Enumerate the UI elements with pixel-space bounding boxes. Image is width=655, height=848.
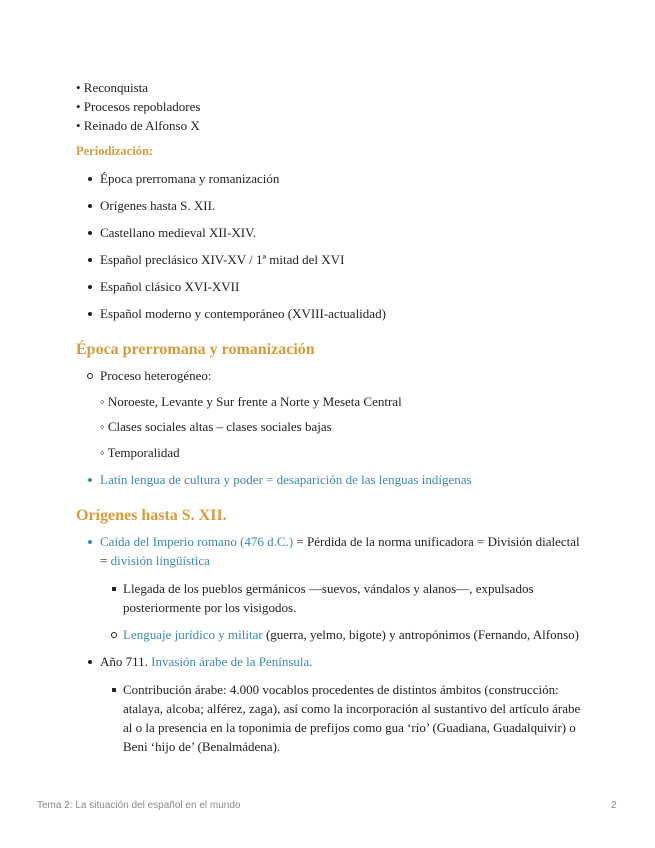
sub-list-item: ◦ Noroeste, Levante y Sur frente a Norte y Meseta Central xyxy=(100,394,402,409)
list-item: • Procesos repobladores xyxy=(76,99,201,114)
bullet-icon xyxy=(88,478,92,482)
list-item xyxy=(100,532,580,551)
square-bullet-icon xyxy=(112,688,116,692)
sub-list-item-continuation: al o la presencia en la toponimia de prefijos como gua ‘río’ (Guadiana, Guadalquivir) o xyxy=(123,720,576,735)
footer-title: Tema 2: La situación del español en el mundo xyxy=(37,800,241,811)
list-item xyxy=(100,652,313,671)
circle-bullet-icon xyxy=(87,373,93,379)
list-item: Castellano medieval XII-XIV. xyxy=(100,225,257,240)
bullet-icon xyxy=(88,660,92,664)
bullet-icon xyxy=(88,258,92,262)
sub-list-item: ◦ Temporalidad xyxy=(100,445,180,460)
sub-list-item-continuation: posteriormente por los visigodos. xyxy=(123,600,297,615)
sub-list-item: Contribución árabe: 4.000 vocablos procedentes de distintos ámbitos (construcción: xyxy=(123,682,559,697)
list-item: Época prerromana y romanización xyxy=(100,171,280,186)
list-item-continuation xyxy=(100,551,210,570)
sub-list-item: ◦ Clases sociales altas – clases sociales bajas xyxy=(100,419,332,434)
page-number: 2 xyxy=(611,800,617,811)
text-span: Año 711. xyxy=(100,654,152,669)
text-span: = Pérdida de la norma unificadora = División dialectal xyxy=(293,534,580,549)
list-item: • Reinado de Alfonso X xyxy=(76,118,200,133)
bullet-icon xyxy=(88,312,92,316)
bullet-icon xyxy=(88,285,92,289)
list-item: • Reconquista xyxy=(76,80,149,95)
square-bullet-icon xyxy=(112,587,116,591)
sub-list-item: Llegada de los pueblos germánicos —suevos, vándalos y alanos—, expulsados xyxy=(123,581,534,596)
list-item: Proceso heterogéneo: xyxy=(100,368,212,383)
list-item: Español preclásico XIV-XV / 1ª mitad del XVI xyxy=(100,252,345,267)
sub-list-item-continuation: atalaya, alcoba; alférez, zaga), así como la incorporación al sustantivo del artículo árabe xyxy=(123,701,581,716)
bullet-icon xyxy=(88,540,92,544)
bullet-icon xyxy=(88,231,92,235)
periodizacion-heading: Periodización: xyxy=(76,144,154,158)
link-text[interactable]: Latín lengua de cultura y poder = desaparición de las lenguas indígenas xyxy=(100,472,472,487)
section-heading: Orígenes hasta S. XII. xyxy=(76,507,227,524)
list-item: Orígenes hasta S. XII. xyxy=(100,198,216,213)
bullet-icon xyxy=(88,177,92,181)
text-span: (guerra, yelmo, bigote) y antropónimos (Fernando, Alfonso) xyxy=(262,627,579,642)
link-text[interactable]: división lingüística xyxy=(110,553,210,568)
sub-list-item xyxy=(123,625,579,644)
list-item: Español clásico XVI-XVII xyxy=(100,279,240,294)
text-span: = xyxy=(100,553,111,568)
list-item: Español moderno y contemporáneo (XVIII-actualidad) xyxy=(100,306,386,321)
link-text[interactable]: Caída del Imperio romano (476 d.C.) xyxy=(100,534,294,549)
link-text[interactable]: Lenguaje jurídico y militar xyxy=(123,627,263,642)
bullet-icon xyxy=(88,204,92,208)
sub-list-item-continuation: Beni ‘hijo de’ (Benalmádena). xyxy=(123,739,281,754)
link-text[interactable]: Invasión árabe de la Península. xyxy=(151,654,313,669)
circle-bullet-icon xyxy=(111,632,117,638)
section-heading: Época prerromana y romanización xyxy=(76,341,315,358)
